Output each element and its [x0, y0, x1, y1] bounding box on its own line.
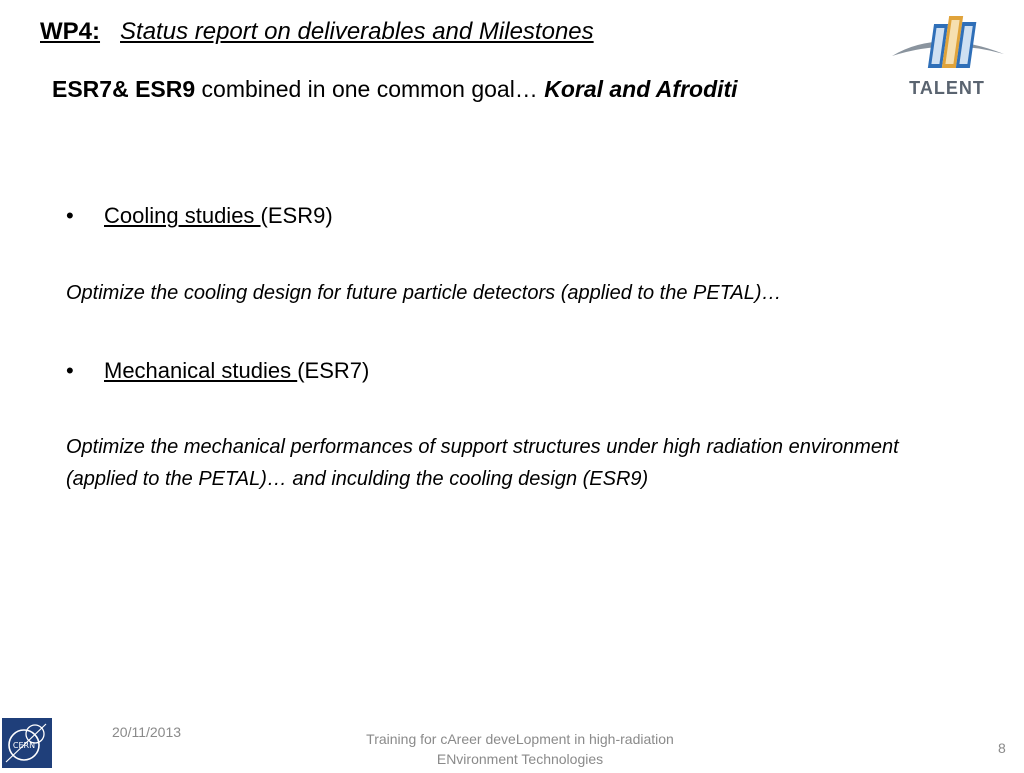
footer-line-1: Training for cAreer deveLopment in high-radiation — [366, 731, 674, 747]
bullet-content — [104, 358, 369, 384]
cern-logo-icon — [2, 718, 52, 768]
talent-logo — [888, 10, 1006, 102]
bullet-dot: • — [66, 358, 74, 383]
title-prefix: WP4 — [40, 18, 93, 45]
bullet-suffix: (ESR9) — [260, 203, 333, 228]
page-number: 8 — [998, 740, 1006, 756]
bullet-content — [104, 203, 333, 229]
mechanical-description: Optimize the mechanical performances of support structures under high radiation environment (applied to the PETAL)… and inculding the cooling design (ESR9) — [66, 436, 899, 490]
title-text: Status report on deliverables and Milestones — [120, 18, 594, 45]
footer-line-2: ENvironment Technologies — [436, 751, 604, 767]
footer-date: 20/11/2013 — [112, 724, 182, 740]
mechanical-studies-link[interactable]: Mechanical studies — [104, 358, 298, 383]
bullet-suffix: (ESR7) — [297, 358, 370, 383]
slide-subtitle — [52, 76, 738, 103]
bullet-dot: • — [66, 203, 74, 228]
cern-logo — [2, 718, 52, 768]
subtitle-bold-italic: Koral and Afroditi — [544, 76, 738, 102]
cern-logo-text: CERN — [12, 741, 36, 750]
footer-center — [320, 729, 720, 769]
title-colon: : — [92, 18, 101, 45]
talent-logo-icon — [888, 10, 1006, 80]
subtitle-normal: combined in one common goal… — [195, 76, 545, 102]
subtitle-bold: ESR7& ESR9 — [52, 76, 196, 102]
slide-title — [40, 18, 594, 46]
cooling-studies-link[interactable]: Cooling studies — [104, 203, 261, 228]
talent-logo-text: TALENT — [909, 78, 985, 98]
cooling-description: Optimize the cooling design for future particle detectors (applied to the PETAL)… — [66, 282, 782, 304]
